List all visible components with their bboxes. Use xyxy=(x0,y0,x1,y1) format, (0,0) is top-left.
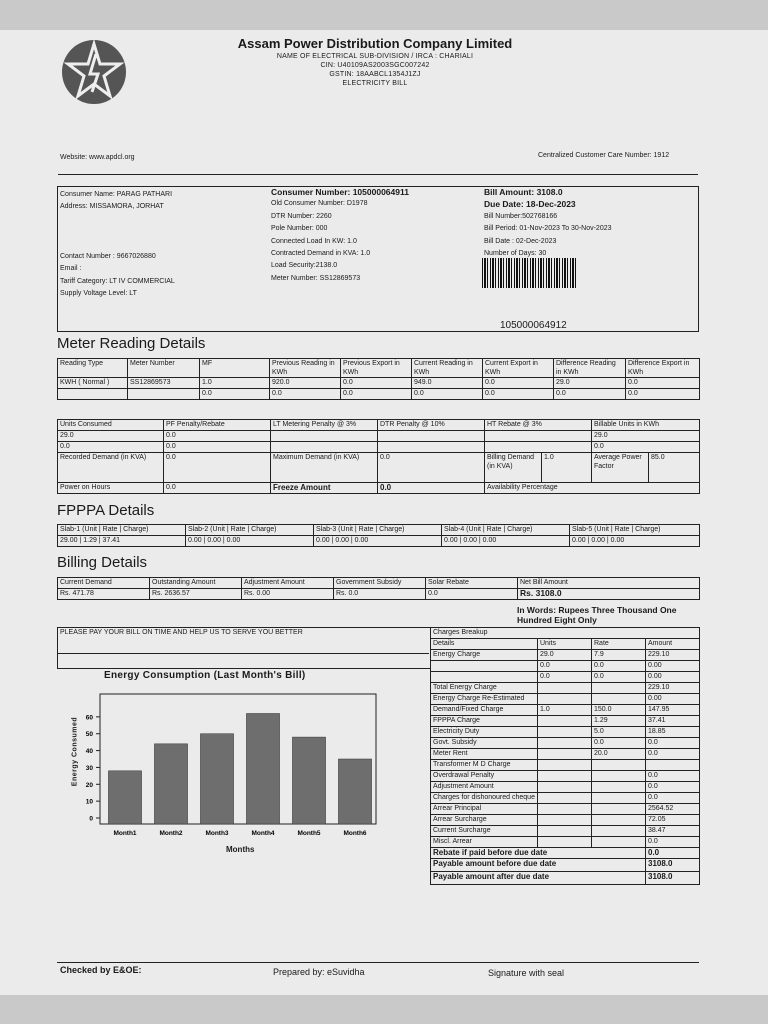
meter-cell xyxy=(128,389,200,400)
charges-cell xyxy=(538,793,592,804)
units-consumed-value-2: 0.0 xyxy=(58,442,164,453)
table-row xyxy=(431,815,700,826)
supply-voltage: Supply Voltage Level: LT xyxy=(60,290,137,298)
fpppa-header-cell: Slab-1 (Unit | Rate | Charge) xyxy=(58,525,186,536)
charges-cell xyxy=(538,749,592,760)
meter-cell: 920.0 xyxy=(270,378,341,389)
notice-divider xyxy=(57,653,429,654)
meter-cell: KWH ( Normal ) xyxy=(58,378,128,389)
charges-cell xyxy=(592,837,646,848)
charges-cell: 0.00 xyxy=(646,694,700,705)
table-row xyxy=(431,804,700,815)
table-row xyxy=(431,716,700,727)
meter-cell: SS12869573 xyxy=(128,378,200,389)
y-tick-label: 30 xyxy=(85,764,93,772)
x-tick-label: Month6 xyxy=(343,830,367,837)
meter-header-cell: Previous Reading in KWh xyxy=(270,359,341,378)
charges-cell: 38.47 xyxy=(646,826,700,837)
company-name: Assam Power Distribution Company Limited xyxy=(237,36,513,51)
meter-cell: 0.0 xyxy=(626,378,700,389)
fpppa-value-cell: 29.00 | 1.29 | 37.41 xyxy=(58,536,186,547)
charges-cell: Overdrawal Penalty xyxy=(431,771,538,782)
charges-cell: Total Energy Charge xyxy=(431,683,538,694)
billing-value-cell: 0.0 xyxy=(426,589,518,600)
charges-cell xyxy=(538,837,592,848)
fpppa-header-cell: Slab-2 (Unit | Rate | Charge) xyxy=(186,525,314,536)
max-demand-value: 0.0 xyxy=(378,453,485,483)
billing-value-cell: Rs. 2636.57 xyxy=(150,589,242,600)
charges-cell xyxy=(592,815,646,826)
recorded-demand-value: 0.0 xyxy=(164,453,271,483)
amount-in-words: In Words: Rupees Three Thousand One Hundred Eight Only xyxy=(517,605,677,625)
table-row xyxy=(431,782,700,793)
old-consumer-number: Old Consumer Number: D1978 xyxy=(271,200,368,208)
charges-table xyxy=(430,627,700,885)
table-row xyxy=(431,705,700,716)
billing-demand-label: Billing Demand (in KVA) xyxy=(485,453,542,482)
charges-cell xyxy=(592,683,646,694)
load-security: Load Security:2138.0 xyxy=(271,262,338,270)
charges-cell xyxy=(538,760,592,771)
charges-cell: 72.05 xyxy=(646,815,700,826)
connected-load: Connected Load In KW: 1.0 xyxy=(271,237,357,245)
charges-cell xyxy=(431,672,538,683)
consumer-column xyxy=(60,189,265,300)
bill-type: ELECTRICITY BILL xyxy=(342,80,408,87)
meter-cell: 0.0 xyxy=(626,389,700,400)
charges-cell xyxy=(538,694,592,705)
x-tick-label: Month3 xyxy=(205,830,229,837)
charges-cell: 29.0 xyxy=(538,650,592,661)
billable-units-header: Billable Units in KWh xyxy=(592,420,700,431)
meter-header-cell: Previous Export in KWh xyxy=(341,359,412,378)
website: Website: www.apdcl.org xyxy=(60,154,135,161)
table-row xyxy=(431,826,700,837)
prepared-by: Prepared by: eSuvidha xyxy=(273,967,365,977)
charges-cell: 0.0 xyxy=(592,672,646,683)
charges-cell xyxy=(538,716,592,727)
table-row xyxy=(431,738,700,749)
net-bill-amount: Rs. 3108.0 xyxy=(518,589,700,600)
y-tick-label: 60 xyxy=(85,714,93,722)
table-row xyxy=(431,727,700,738)
charges-cell: 0.0 xyxy=(646,738,700,749)
bill-header xyxy=(210,36,540,87)
charges-cell xyxy=(592,826,646,837)
charges-cell: Adjustment Amount xyxy=(431,782,538,793)
billing-table xyxy=(57,577,700,600)
max-demand-label: Maximum Demand (in KVA) xyxy=(271,453,378,483)
meter-cell: 949.0 xyxy=(412,378,483,389)
charges-cell: Miscl. Arrear xyxy=(431,837,538,848)
charges-cell xyxy=(538,826,592,837)
billing-title: Billing Details xyxy=(57,554,148,571)
tariff-category: Tariff Category: LT IV COMMERCIAL xyxy=(60,277,175,285)
fpppa-value-cell: 0.00 | 0.00 | 0.00 xyxy=(314,536,442,547)
meter-header-cell: Current Reading in KWh xyxy=(412,359,483,378)
y-tick-label: 0 xyxy=(89,815,93,823)
bill-number: Bill Number:502768166 xyxy=(484,212,558,220)
charges-cell: Energy Charge xyxy=(431,650,538,661)
meter-header-cell: Meter Number xyxy=(128,359,200,378)
charges-cell: 229.10 xyxy=(646,683,700,694)
charges-cell: 2564.52 xyxy=(646,804,700,815)
charges-cell: 0.0 xyxy=(538,672,592,683)
units-consumed-value: 29.0 xyxy=(58,431,164,442)
pf-penalty-header: PF Penalty/Rebate xyxy=(164,420,271,431)
billing-demand-value: 1.0 xyxy=(544,454,554,461)
contracted-demand: Contracted Demand in KVA: 1.0 xyxy=(271,250,371,258)
charges-cell xyxy=(538,804,592,815)
charges-cell: Arrear Principal xyxy=(431,804,538,815)
y-tick-label: 40 xyxy=(85,748,93,756)
table-row xyxy=(431,749,700,760)
charges-cell: 18.85 xyxy=(646,727,700,738)
payable-before-label: Payable amount before due date xyxy=(431,859,646,872)
charges-cell: 0.0 xyxy=(646,793,700,804)
charges-cell xyxy=(592,760,646,771)
barcode xyxy=(482,258,578,288)
table-row xyxy=(431,683,700,694)
table-row xyxy=(431,650,700,661)
billable-units-value: 29.0 xyxy=(592,431,700,442)
charges-cell: 20.0 xyxy=(592,749,646,760)
charges-cell: Transformer M D Charge xyxy=(431,760,538,771)
meter-header-cell: Current Export in KWh xyxy=(483,359,554,378)
charges-cell xyxy=(538,738,592,749)
table-row xyxy=(431,760,700,771)
charges-cell: 5.0 xyxy=(592,727,646,738)
meter-header-cell: Difference Reading in KWh xyxy=(554,359,626,378)
charges-cell xyxy=(592,782,646,793)
charges-header-cell: Rate xyxy=(592,639,646,650)
billing-header-cell: Adjustment Amount xyxy=(242,578,334,589)
y-tick-label: 10 xyxy=(85,798,93,806)
charges-cell xyxy=(538,815,592,826)
billing-header-cell: Net Bill Amount xyxy=(518,578,700,589)
chart-bar xyxy=(200,734,233,824)
units-consumed-header: Units Consumed xyxy=(58,420,164,431)
charges-cell: Energy Charge Re-Estimated xyxy=(431,694,538,705)
bill-date: Bill Date : 02-Dec-2023 xyxy=(484,237,557,245)
charges-cell xyxy=(538,771,592,782)
meter-cell: 1.0 xyxy=(200,378,270,389)
gstin: GSTIN: 18AABCL1354J1ZJ xyxy=(329,71,421,78)
chart-bar xyxy=(292,737,325,824)
charges-cell: 0.0 xyxy=(646,837,700,848)
power-on-value: 0.0 xyxy=(164,483,271,494)
meter-number: Meter Number: SS12869573 xyxy=(271,274,361,282)
fpppa-header-cell: Slab-5 (Unit | Rate | Charge) xyxy=(570,525,700,536)
number-of-days: Number of Days: 30 xyxy=(484,250,547,258)
barcode-number: 105000064912 xyxy=(500,320,567,331)
charges-cell xyxy=(538,727,592,738)
table-row xyxy=(58,378,700,389)
freeze-amount-value: 0.0 xyxy=(378,483,485,494)
meter-cell: 0.0 xyxy=(554,389,626,400)
contact-number: Contact Number : 9667026880 xyxy=(60,252,156,260)
charges-cell: 7.9 xyxy=(592,650,646,661)
pole-number: Pole Number: 000 xyxy=(271,225,328,233)
charges-cell: 229.10 xyxy=(646,650,700,661)
energy-consumption-chart xyxy=(58,688,388,868)
charges-cell: 147.95 xyxy=(646,705,700,716)
charges-cell: Govt. Subsidy xyxy=(431,738,538,749)
availability-label: Availability Percentage xyxy=(485,483,700,494)
charges-cell: 0.0 xyxy=(646,749,700,760)
ht-rebate-header: HT Rebate @ 3% xyxy=(485,420,592,431)
recorded-demand-label: Recorded Demand (in KVA) xyxy=(58,453,164,483)
meter-header-cell: MF xyxy=(200,359,270,378)
sub-division: NAME OF ELECTRICAL SUB-DIVISION / IRCA : CHARIALI xyxy=(276,53,474,60)
rebate-value: 0.0 xyxy=(646,848,700,859)
pf-value: 0.0 xyxy=(164,431,271,442)
charges-cell xyxy=(592,804,646,815)
charges-header-cell: Units xyxy=(538,639,592,650)
billing-value-cell: Rs. 471.78 xyxy=(58,589,150,600)
charges-cell xyxy=(431,661,538,672)
charges-cell: Current Surcharge xyxy=(431,826,538,837)
charges-cell: Meter Rent xyxy=(431,749,538,760)
charges-cell: 0.0 xyxy=(592,661,646,672)
x-tick-label: Month1 xyxy=(113,830,137,837)
power-on-label: Power on Hours xyxy=(58,483,164,494)
avg-pf-label: Average Power Factor xyxy=(592,453,649,482)
charges-cell: Electricity Duty xyxy=(431,727,538,738)
bill-period: Bill Period: 01-Nov-2023 To 30-Nov-2023 xyxy=(484,225,612,233)
dtr-number: DTR Number: 2260 xyxy=(271,212,332,220)
x-tick-label: Month2 xyxy=(159,830,183,837)
chart-bar xyxy=(154,744,187,824)
billing-header-cell: Outstanding Amount xyxy=(150,578,242,589)
y-tick-label: 20 xyxy=(85,781,93,789)
charges-cell: 1.0 xyxy=(538,705,592,716)
charges-cell xyxy=(592,793,646,804)
charges-header-cell: Details xyxy=(431,639,538,650)
meter-cell: 0.0 xyxy=(412,389,483,400)
lt-metering-header: LT Metering Penalty @ 3% xyxy=(271,420,378,431)
payable-after-value: 3108.0 xyxy=(646,872,700,885)
meter-reading-title: Meter Reading Details xyxy=(57,335,206,352)
charges-cell: 0.00 xyxy=(646,661,700,672)
chart-ylabel: Energy Consumed xyxy=(71,716,79,787)
meter-cell: 0.0 xyxy=(341,389,412,400)
charges-cell: 0.0 xyxy=(646,782,700,793)
fpppa-title: FPPPA Details xyxy=(57,502,155,519)
signature: Signature with seal xyxy=(488,968,565,978)
billing-header-cell: Current Demand xyxy=(58,578,150,589)
care-number: Centralized Customer Care Number: 1912 xyxy=(538,152,670,159)
charges-cell: 0.00 xyxy=(646,672,700,683)
billable-units-value-2: 0.0 xyxy=(592,442,700,453)
meter-cell: 0.0 xyxy=(341,378,412,389)
cin: CIN: U40109AS2003SGC007242 xyxy=(320,62,430,69)
fpppa-header-cell: Slab-4 (Unit | Rate | Charge) xyxy=(442,525,570,536)
charges-cell: 0.0 xyxy=(592,738,646,749)
bill-amount: Bill Amount: 3108.0 xyxy=(484,187,563,197)
chart-xlabel: Months xyxy=(226,845,255,854)
chart-ylabel-wrap xyxy=(60,700,80,810)
charges-header-row xyxy=(431,639,700,650)
fpppa-header-cell: Slab-3 (Unit | Rate | Charge) xyxy=(314,525,442,536)
chart-bar xyxy=(338,759,371,824)
chart-title: Energy Consumption (Last Month's Bill) xyxy=(104,670,306,681)
payable-before-value: 3108.0 xyxy=(646,859,700,872)
footer-divider xyxy=(57,962,699,963)
charges-cell: Arrear Surcharge xyxy=(431,815,538,826)
fpppa-value-cell: 0.00 | 0.00 | 0.00 xyxy=(442,536,570,547)
avg-pf-value: 85.0 xyxy=(651,454,665,461)
checked-by: Checked by E&OE: xyxy=(60,965,142,975)
consumer-number: Consumer Number: 105000064911 xyxy=(271,187,409,197)
charges-cell xyxy=(592,771,646,782)
apdcl-logo-icon xyxy=(60,38,128,106)
billing-value-cell: Rs. 0.00 xyxy=(242,589,334,600)
table-row xyxy=(431,793,700,804)
email: Email : xyxy=(60,265,82,273)
units-table xyxy=(57,419,700,494)
charges-cell: 37.41 xyxy=(646,716,700,727)
table-row xyxy=(431,771,700,782)
y-tick-label: 50 xyxy=(85,731,93,739)
dtr-penalty-header: DTR Penalty @ 10% xyxy=(378,420,485,431)
x-tick-label: Month5 xyxy=(297,830,321,837)
charges-cell: Demand/Fixed Charge xyxy=(431,705,538,716)
billing-value-cell: Rs. 0.0 xyxy=(334,589,426,600)
consumer-address: Address: MISSAMORA, JORHAT xyxy=(60,203,164,211)
billing-demand-cell xyxy=(485,453,592,483)
chart-bar xyxy=(246,713,279,824)
meter-header-row xyxy=(58,359,700,378)
meter-cell xyxy=(58,389,128,400)
payment-notice: PLEASE PAY YOUR BILL ON TIME AND HELP US TO SERVE YOU BETTER xyxy=(60,629,303,636)
charges-cell: FPPPA Charge xyxy=(431,716,538,727)
meter-cell: 0.0 xyxy=(200,389,270,400)
billing-header-cell: Government Subsidy xyxy=(334,578,426,589)
charges-header-cell: Amount xyxy=(646,639,700,650)
table-row xyxy=(58,389,700,400)
meter-header-cell: Reading Type xyxy=(58,359,128,378)
meter-cell: 0.0 xyxy=(483,389,554,400)
meter-cell: 0.0 xyxy=(270,389,341,400)
charges-cell xyxy=(646,760,700,771)
charges-cell: Charges for dishonoured cheque xyxy=(431,793,538,804)
charges-cell: 0.0 xyxy=(646,771,700,782)
consumer-name: Consumer Name: PARAG PATHARI xyxy=(60,191,173,198)
charges-cell: 150.0 xyxy=(592,705,646,716)
payable-after-label: Payable amount after due date xyxy=(431,872,646,885)
due-date: Due Date: 18-Dec-2023 xyxy=(484,199,576,210)
charges-cell xyxy=(592,694,646,705)
fpppa-table xyxy=(57,524,700,547)
table-row xyxy=(431,672,700,683)
table-row xyxy=(431,694,700,705)
fpppa-value-cell: 0.00 | 0.00 | 0.00 xyxy=(186,536,314,547)
avg-pf-cell xyxy=(592,453,700,483)
charges-cell: 1.29 xyxy=(592,716,646,727)
fpppa-value-cell: 0.00 | 0.00 | 0.00 xyxy=(570,536,700,547)
meter-cell: 29.0 xyxy=(554,378,626,389)
meter-reading-table xyxy=(57,358,700,400)
charges-cell xyxy=(538,683,592,694)
billing-header-cell: Solar Rebate xyxy=(426,578,518,589)
meter-cell: 0.0 xyxy=(483,378,554,389)
table-row xyxy=(431,837,700,848)
charges-title: Charges Breakup xyxy=(431,628,700,639)
pf-value-2: 0.0 xyxy=(164,442,271,453)
meter-header-cell: Difference Export in KWh xyxy=(626,359,700,378)
header-divider xyxy=(58,174,698,175)
charges-cell xyxy=(538,782,592,793)
table-row xyxy=(431,661,700,672)
meta-column xyxy=(271,186,476,285)
chart-bar xyxy=(108,771,141,824)
freeze-amount-label: Freeze Amount xyxy=(271,483,378,494)
x-tick-label: Month4 xyxy=(251,830,275,837)
charges-cell: 0.0 xyxy=(538,661,592,672)
rebate-label: Rebate if paid before due date xyxy=(431,848,646,859)
